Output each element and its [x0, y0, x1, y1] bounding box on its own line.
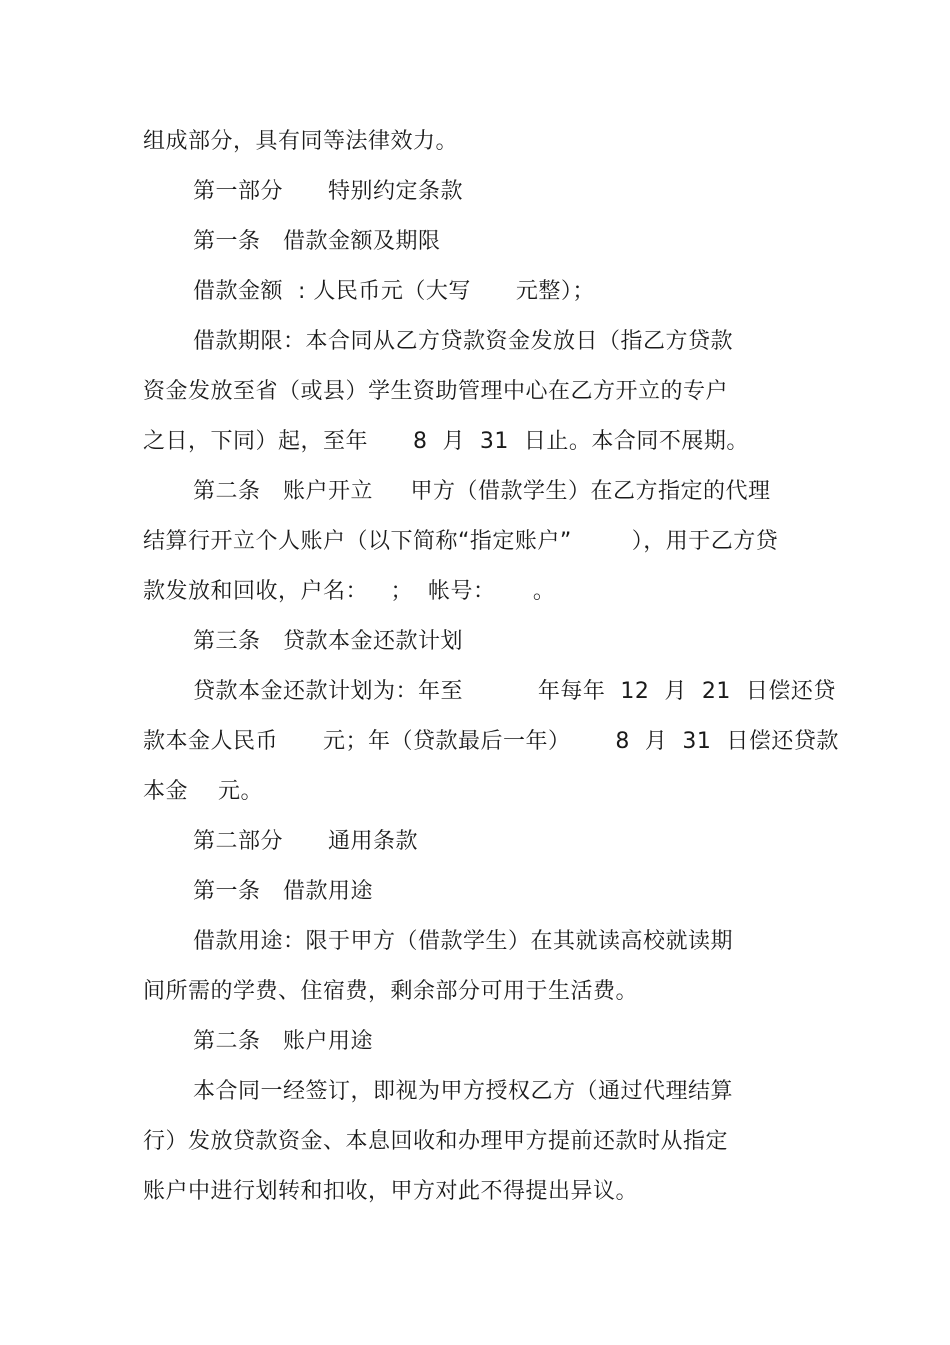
article-heading-account-opening: 第二条 账户开立 甲方（借款学生）在乙方指定的代理: [193, 479, 771, 504]
text-line-loan-term-1: 借款期限：本合同从乙方贷款资金发放日（指乙方贷款: [193, 329, 734, 354]
text-line-account-opening-2: 结算行开立个人账户（以下简称“指定账户” ），用于乙方贷: [143, 529, 779, 554]
text-line-loan-term-3: 之日，下同）起，至年 8 月 31 日止。本合同不展期。: [143, 429, 749, 454]
article-heading-loan-amount: 第一条 借款金额及期限: [193, 229, 441, 254]
article-heading-loan-purpose: 第一条 借款用途: [193, 879, 373, 904]
text-line-repayment-plan-1: 贷款本金还款计划为：年至 年每年 12 月 21 日偿还贷: [193, 679, 836, 704]
article-heading-repayment-plan: 第三条 贷款本金还款计划: [193, 629, 463, 654]
article-heading-account-usage: 第二条 账户用途: [193, 1029, 373, 1054]
section-heading-part-one: 第一部分 特别约定条款: [193, 179, 463, 204]
text-line-loan-purpose-1: 借款用途：限于甲方（借款学生）在其就读高校就读期: [193, 929, 734, 954]
text-line-repayment-plan-2: 款本金人民币 元；年（贷款最后一年） 8 月 31 日偿还贷款: [143, 729, 839, 754]
section-heading-part-two: 第二部分 通用条款: [193, 829, 418, 854]
text-line-account-usage-1: 本合同一经签订，即视为甲方授权乙方（通过代理结算: [193, 1079, 734, 1104]
text-line-account-usage-2: 行）发放贷款资金、本息回收和办理甲方提前还款时从指定: [143, 1129, 729, 1154]
text-line-loan-amount: 借款金额 : 人民币元（大写 元整）；: [193, 279, 595, 304]
text-line-account-usage-3: 账户中进行划转和扣收，甲方对此不得提出异议。: [143, 1179, 639, 1204]
text-line-1: 组成部分，具有同等法律效力。: [143, 129, 459, 154]
text-line-loan-term-2: 资金发放至省（或县）学生资助管理中心在乙方开立的专户: [143, 379, 729, 404]
text-line-account-opening-3: 款发放和回收，户名： ； 帐号： 。: [143, 579, 556, 604]
text-line-loan-purpose-2: 间所需的学费、住宿费，剩余部分可用于生活费。: [143, 979, 639, 1004]
text-line-repayment-plan-3: 本金 元。: [143, 779, 263, 804]
